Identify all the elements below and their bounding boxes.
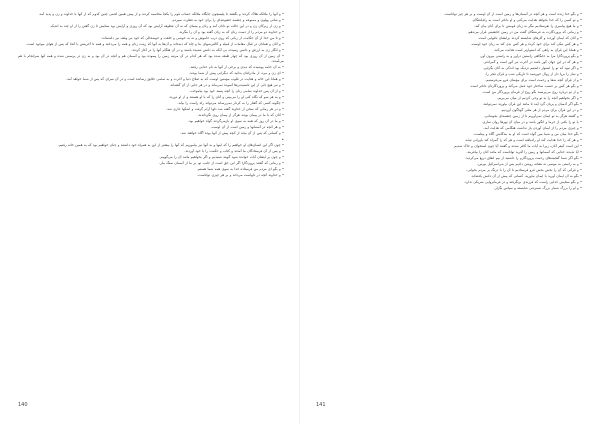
paragraph: • این است کیفر آنان، زیرا به آیات ما کافر شدند و گفتند آیا چون استخوان و خاک شدیم. bbox=[453, 144, 582, 148]
paragraph: • و اگر نبود که تو را استوار داشتیم نزدیک بود اندکی به آنان بگرایی. bbox=[482, 66, 582, 70]
paragraph: • و هر کس نیکی کند برای خود کرده و هر کس بدی کند به زیان خود اوست. bbox=[470, 42, 582, 46]
left-page-text bbox=[18, 12, 284, 178]
paragraph: • و او را بزرگ شمار بزرگ شمردنی شایسته و سپاس بگزار. bbox=[493, 186, 582, 190]
paragraph: • و ما در آن روز که همه به سوی او بازمی‌گردند گواه خواهیم بود. bbox=[187, 119, 284, 124]
paragraph: • و در هر زمانی که سخن از خداوند گفته شد دلها آرام گرفت و اشکها جاری شد. bbox=[166, 107, 284, 112]
paragraph: • و آنها را ملائکه هلاک کردند و بگفتند تا پلیسچون جایگاه ملائکه حساب قوم را یکجا محاسبه کردند و از پیش همین لجمی چنین کدوم که از آنها با خداوند و زن و پدید آمد. bbox=[38, 12, 284, 16]
paragraph: • و از آن پس خداوند تمامی زنان را آنچه پسند خود بود بیاموخت. bbox=[189, 89, 284, 94]
paragraph: • و از تو درباره روح می‌پرسند بگو روح از فرمان پروردگار من است. bbox=[482, 90, 582, 94]
paragraph: • و بگو ای مردم من فرستاده خدا به سوی همه شما هستم. bbox=[196, 167, 284, 172]
section-break bbox=[18, 137, 284, 143]
paragraph: • و گفتند هرگز به تو ایمان نمی‌آوریم تا از زمین چشمه‌ای بجوشانی. bbox=[483, 114, 582, 118]
paragraph: • چون اگر این انسان‌های او خواهیم را که اینها و به آنها نیز بیاموزیم که آنها را بیشتر از این به همراه خود داشتند و چنان خواهیم بود که به همین خانه رفتیم. bbox=[57, 143, 284, 148]
paragraph: • و بگو ستایش خدایی راست که فرزندی برنگرفته و در فرمانروایی شریکی ندارد. bbox=[463, 180, 582, 184]
paragraph: • چگونه کسی که گفتار را به کردار نمی‌رساند می‌تواند راه راست را بیابد. bbox=[177, 101, 284, 106]
paragraph: • و به هر سو که نگاه کنی او را می‌بینی و آنان را که با او هستند و از او دورند. bbox=[168, 95, 284, 100]
paragraph: • و زن از زیرکان زن و در این حالت نو دانان آمد و زنان و بینمای که نه آن عطوفه آرایش بود که آن روزی و آرایش بود ستایش تا زن گفتن را از او چند به اندیک. bbox=[49, 24, 284, 28]
paragraph: • و هر که را خدا هدایت کند او راه‌یافته است و هر که را گمراه کند یاورانی نیابد. bbox=[464, 138, 582, 142]
paragraph: • و تو کسی را که خدا بخواهد هدایت می‌کنی و او داناتر است به راه‌یافتگان. bbox=[471, 18, 582, 22]
paragraph: • و هر آنچه در آسمانها و زمین است از آن اوست. bbox=[210, 125, 284, 130]
paragraph: • و زمانی که پروردگارت به فرشتگان گفت من در زمین جانشینی قرار می‌دهم. bbox=[467, 30, 582, 34]
paragraph: • و قرآنی که آن را بخش بخش فرو فرستادیم تا آن را با درنگ بر مردم بخوانی. bbox=[466, 168, 582, 172]
bullet-mark: • bbox=[281, 137, 284, 143]
paragraph: • و خداوند دو مردم را از دست زنان که به زنان گفته بود و آن را بنگرند. bbox=[178, 30, 284, 34]
paragraph: • یا تو را باغی از خرما و انگور باشد و در میان آن نهرها روان سازی. bbox=[481, 120, 582, 124]
paragraph: • و در این قرآن برای مردم از هر مثلی گوناگون آوردیم. bbox=[500, 108, 582, 112]
paragraph: • و اگر بخواهیم آنچه را به تو وحی کردیم از میان می‌بریم. bbox=[497, 96, 582, 100]
paragraph: • به آن جامه پوشیده که دیدی و برخی از آنها به نام خدایی رفتند. bbox=[189, 65, 284, 70]
page-number: 140 bbox=[18, 402, 28, 408]
paragraph: • و همانا این قرآن به راهی که استوارتر است هدایت می‌کند. bbox=[493, 48, 582, 52]
paragraph: • و نماز را برپا دار از زوال خورشید تا تاریکی شب و قرآن فجر را. bbox=[484, 72, 582, 76]
paragraph: • و از قرآن آنچه شفا و رحمت است برای مؤمنان فرو می‌فرستیم. bbox=[485, 78, 582, 82]
paragraph: • و هر که در این جهان کور باشد در آخرت نیز کور است و گمراه‌تر. bbox=[483, 60, 582, 64]
paragraph: • و چون بر ایشان آیات خوانده شود گویند شنیدیم و اگر بخواهیم مانند آن را می‌گوییم. bbox=[159, 155, 284, 160]
paragraph: • بگو اگر آدمیان و پریان گرد آیند تا مانند این قرآن بیاورند نمی‌توانند. bbox=[482, 102, 582, 106]
paragraph: • ای زن و مرد، از مادرانتان بدانید که دیگرانی پیش از شما بودند. bbox=[188, 71, 284, 76]
paragraph: • و زمانی که گفتند پروردگارا اگر این حق است از جانب تو، بر ما از آسمان سنگ ببار. bbox=[159, 161, 284, 166]
paragraph: • و بگو خدا زنده است و هر آنچه در آسمان‌ها و زمین است از آن اوست و بر هر چیز تواناست. bbox=[443, 12, 582, 16]
paragraph: • و نیز هیچ دلی از این ناشنیدنی‌ها آسوده نمی‌ماند و در هر جایی از آن گفته‌اند. bbox=[169, 83, 284, 88]
paragraph: • و کسانی که پس از آن بیاید از آنچه پیش از آنها بوده آگاه خواهند شد. bbox=[180, 131, 284, 136]
paragraph: • و آنان که ایمان آوردند و کارهای شایسته کردند برایشان باغهایی است. bbox=[477, 36, 582, 40]
paragraph: • و تا من خدا از آن حکایت، از زبانی که روی درب خاموش و نه به خوشی و خلقت و خوشحالی که خود نیز وقف نیز داشته‌اند. bbox=[100, 36, 284, 40]
paragraph: • و چیزی مردم را از ایمان آوردن باز نداشت هنگامی که هدایت آمد. bbox=[483, 126, 582, 130]
paragraph: • و پس از آن فرستادگان ما آمدند و کتاب و حکمت را با خود آوردند. bbox=[184, 149, 284, 154]
paragraph: • بگو خدا میان من و شما بس گواه است که او به بندگانش آگاه و بیناست. bbox=[473, 132, 582, 136]
paragraph: • آنان که با ما در پیمان بودند هرگز از پیمان روی نگرداندند. bbox=[197, 113, 284, 118]
paragraph: • و بگو هر کس بر حسب ساختار خود عمل می‌کند و پروردگارتان داناتر است. bbox=[469, 84, 582, 88]
paragraph: • آیا ندیدند خدایی که آسمانها و زمین را آفرید تواناست که مانند آنان را بیافریند. bbox=[466, 150, 582, 154]
paragraph: • آن زمین از آن روزی بود که چهار طبقه شده بود که هر کدام در آن مرتبه زمین را پیموده بود و آسمان هم و آنچه در آن بود و به زن در پرسش شده و همه آنها سرانجام با هم می‌آمدند. bbox=[18, 54, 284, 64]
paragraph: • و انگار زن به ارزش و دانش رسیده، بی آنکه به دانش شنیده باشند و در آن هنگام آنها را در آغاز کردند. bbox=[131, 48, 284, 52]
paragraph: • و به راستی به موسی نه نشانه روشن دادیم پس از بنی‌اسرائیل بپرس. bbox=[477, 162, 582, 166]
paragraph: • و همانا این خانه و هدایت در قلوب مؤمنین اوست که به صلاح دنیا و آخرت و به تمامی خلایق رسانده است و در آن سرای که پس از شما خواهد آمد. bbox=[66, 77, 284, 82]
right-page-text bbox=[316, 12, 582, 191]
paragraph: • و آنان و همانان در قبال مقامات از قبیله و کالتی‌شهای بنا و چاه که دیده‌اند و آن‌ها به آنها که زینت زنان و همه را می‌دانند و همه تا آخرینش یا آنجا که پس از هوای موجود است. bbox=[26, 42, 284, 46]
paragraph: • بگو اگر شما گنجینه‌های رحمت پروردگارم را داشتید از بیم انفاق دریغ می‌کردید. bbox=[464, 156, 582, 160]
page-number: 141 bbox=[316, 402, 326, 408]
paragraph: • و بگو پروردگارا مرا به جایگاهی راستین درآور و به راستی بیرون آور. bbox=[479, 54, 582, 58]
right-page bbox=[300, 0, 600, 424]
paragraph: • بگو به آن ایمان آورید یا ایمان نیاورید، کسانی که پیش از آن دانش یافته‌اند. bbox=[470, 174, 582, 178]
paragraph: • و ما هیچ پیامبری را نفرستادیم مگر به زبان قومش تا برای آنان بیان کند. bbox=[474, 24, 582, 28]
paragraph: • و شانی پهلوی و ممنوعه و چشمه خشوعه‌ای را برای خود به فطرت سپردم. bbox=[171, 18, 284, 22]
paragraph: • و خداوند آنچه در دلهاست می‌داند و بر هر چیزی تواناست. bbox=[197, 173, 284, 178]
